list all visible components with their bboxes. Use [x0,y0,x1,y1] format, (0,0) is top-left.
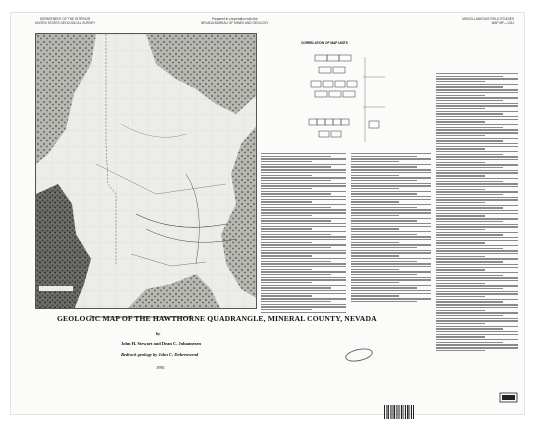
publisher-logo-icon [499,391,519,405]
geologic-map [35,33,257,309]
cooperation-header [201,17,268,25]
correlation-diagram [289,47,389,147]
correlation-title: CORRELATION OF MAP UNITS [301,41,348,45]
description-column-2 [351,153,431,304]
agency-line-1: DEPARTMENT OF THE INTERIOR [40,17,91,21]
geologic-map-drawing [36,34,257,309]
bedrock-credit: Bedrock geology by John C. Dohrenwend [121,352,199,357]
map-sheet [10,12,525,415]
by-line: by [156,331,161,336]
cooperation-line-1: Prepared in cooperation with the [211,17,258,21]
series-header [462,17,514,25]
description-column-1 [261,153,346,314]
agency-header [35,17,95,25]
series-line-1: MISCELLANEOUS FIELD STUDIES [462,17,514,21]
authors: John H. Stewart and Dean C. Johannesen [121,341,202,346]
description-column-3 [436,73,518,353]
cooperation-line-2: NEVADA BUREAU OF MINES AND GEOLOGY [201,21,269,25]
barcode [384,405,414,419]
library-stamp [344,346,374,364]
series-line-2: MAP MF—1311 [491,21,514,25]
agency-line-2: UNITED STATES GEOLOGICAL SURVEY [35,21,96,25]
publication-year: 1981 [156,365,165,370]
map-title: GEOLOGIC MAP OF THE HAWTHORNE QUADRANGLE, MINERAL COUNTY, NEVADA [57,314,377,323]
